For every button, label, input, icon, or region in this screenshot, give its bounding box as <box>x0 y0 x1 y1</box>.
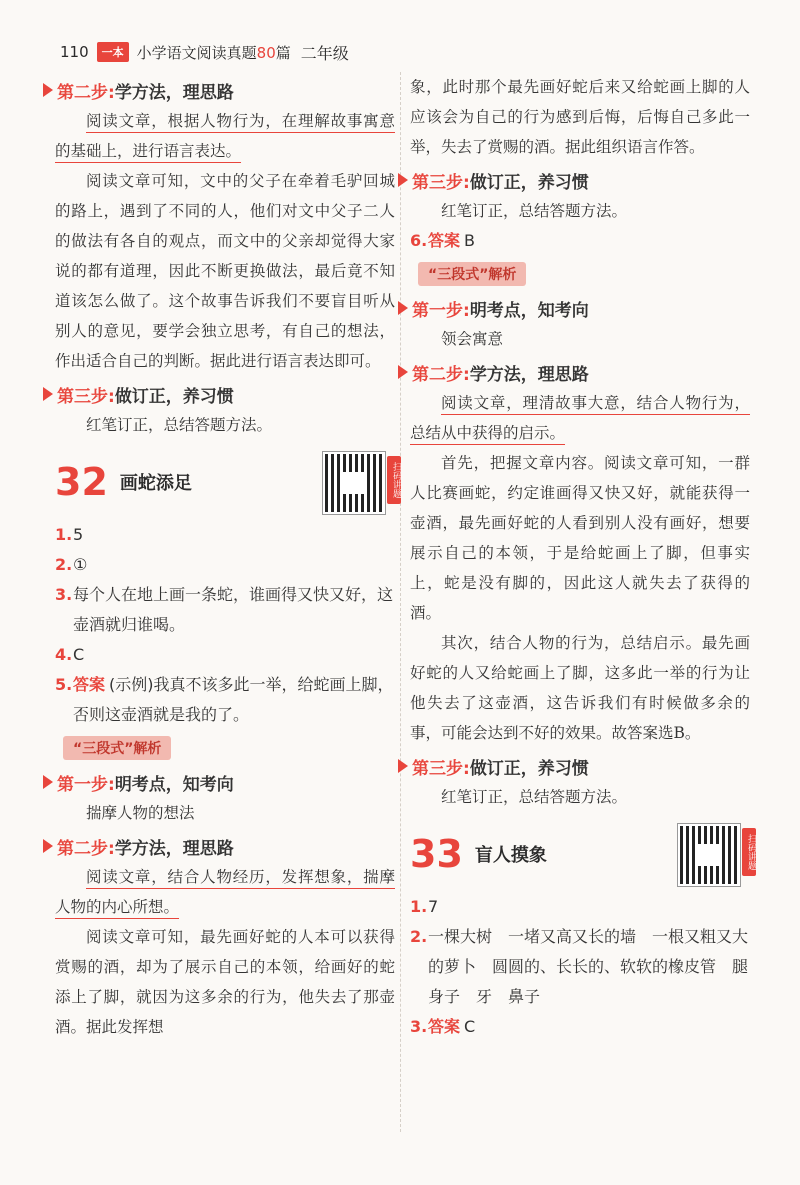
section-number: 32 <box>55 460 108 504</box>
section-number: 33 <box>410 832 463 876</box>
paragraph: 揣摩人物的想法 <box>86 804 195 822</box>
step-heading: 第二步: 学方法，理思路 <box>55 832 395 860</box>
paragraph: 红笔订正，总结答题方法。 <box>441 202 628 220</box>
answer-item: 3. 每个人在地上画一条蛇，谁画得又快又好，这壶酒就归谁喝。 <box>55 585 394 634</box>
answer-item: 2. 一棵大树 一堵又高又长的墙 一根又粗又大的萝卜 圆圆的、长长的、软软的橡皮管 腿 身子 牙 鼻子 <box>410 927 765 1006</box>
step-heading: 第三步: 做订正，养习惯 <box>410 752 750 780</box>
paragraph: 阅读文章，根据人物行为，在理解故事寓意的基础上，进行语言表达。 <box>55 112 395 160</box>
page-header <box>60 40 349 64</box>
answer-item: 1. 7 <box>410 897 439 916</box>
column-divider <box>400 72 401 1132</box>
step-heading: 第二步: 学方法，理思路 <box>410 358 750 386</box>
answer-item: 5. 答案 (示例)我真不该多此一举，给蛇画上脚，否则这壶酒就是我的了。 <box>55 675 394 724</box>
answer-item: 2. ① <box>55 555 88 574</box>
paragraph: 红笔订正，总结答题方法。 <box>86 416 273 434</box>
paragraph: 首先，把握文章内容。阅读文章可知，一群人比赛画蛇，约定谁画得又快又好，就能获得一壶酒，最先画好蛇的人看到别人没有画好，想要展示自己的本领，于是给蛇画上了脚，但事实上，蛇是没有脚的，因此这人就失去了获得的酒。 <box>410 454 750 622</box>
page-number: 110 <box>60 43 89 61</box>
arrow-icon <box>398 301 408 315</box>
step-heading: 第一步: 明考点，知考向 <box>55 768 395 796</box>
section-33-header <box>410 822 756 886</box>
analysis-badge: “三段式”解析 <box>418 262 526 286</box>
qr-tag: 扫码讲题 <box>387 456 401 504</box>
arrow-icon <box>398 759 408 773</box>
left-column <box>55 72 401 1042</box>
brand-logo: 一本 <box>97 42 129 62</box>
step-heading: 第三步: 做订正，养习惯 <box>55 380 395 408</box>
answer-item: 6. 答案 B <box>410 231 475 250</box>
paragraph: 领会寓意 <box>441 330 504 348</box>
paragraph: 红笔订正，总结答题方法。 <box>441 788 628 806</box>
arrow-icon <box>43 387 53 401</box>
paragraph: 象，此时那个最先画好蛇后来又给蛇画上脚的人应该会为自己的行为感到后悔，后悔自己多此一举，失去了赏赐的酒。据此组织语言作答。 <box>410 78 750 156</box>
arrow-icon <box>398 365 408 379</box>
book-title: 小学语文阅读真题80篇 <box>136 43 291 62</box>
section-title: 画蛇添足 <box>119 473 192 494</box>
analysis-badge: “三段式”解析 <box>63 736 171 760</box>
grade-label: 二年级 <box>300 43 349 63</box>
qr-code-icon[interactable] <box>678 824 740 886</box>
section-title: 盲人摸象 <box>474 845 547 866</box>
answer-item: 4. C <box>55 645 85 664</box>
arrow-icon <box>43 775 53 789</box>
paragraph: 其次，结合人物的行为，总结启示。最先画好蛇的人又给蛇画上了脚，这多此一举的行为让他失去了这壶酒，这告诉我们有时候做多余的事，可能会达到不好的效果。故答案选B。 <box>410 634 750 742</box>
answer-item: 1. 5 <box>55 525 84 544</box>
section-32-header <box>55 450 401 514</box>
step-heading: 第一步: 明考点，知考向 <box>410 294 750 322</box>
step-heading: 第三步: 做订正，养习惯 <box>410 166 750 194</box>
qr-code-icon[interactable] <box>323 452 385 514</box>
arrow-icon <box>398 173 408 187</box>
paragraph: 阅读文章可知，文中的父子在牵着毛驴回城的路上，遇到了不同的人，他们对文中父子二人的做法有各自的观点，而文中的父亲却觉得大家说的都有道理，因此不断更换做法，最后竟不知道该怎么做了。这个故事告诉我们不要盲目听从别人的意见，要学会独立思考，有自己的想法，作出适合自己的判断。据此进行语言表达即可。 <box>55 172 395 370</box>
step-heading: 第二步: 学方法，理思路 <box>55 76 395 104</box>
right-column <box>410 72 765 1042</box>
paragraph: 阅读文章，结合人物经历，发挥想象，揣摩人物的内心所想。 <box>55 868 395 916</box>
qr-tag: 扫码讲题 <box>742 828 756 876</box>
arrow-icon <box>43 839 53 853</box>
paragraph: 阅读文章，理清故事大意，结合人物行为，总结从中获得的启示。 <box>410 394 750 442</box>
arrow-icon <box>43 83 53 97</box>
paragraph: 阅读文章可知，最先画好蛇的人本可以获得赏赐的酒，却为了展示自己的本领，给画好的蛇添上了脚，就因为这多余的行为，他失去了那壶酒。据此发挥想 <box>55 928 395 1036</box>
answer-item: 3. 答案 C <box>410 1017 476 1036</box>
